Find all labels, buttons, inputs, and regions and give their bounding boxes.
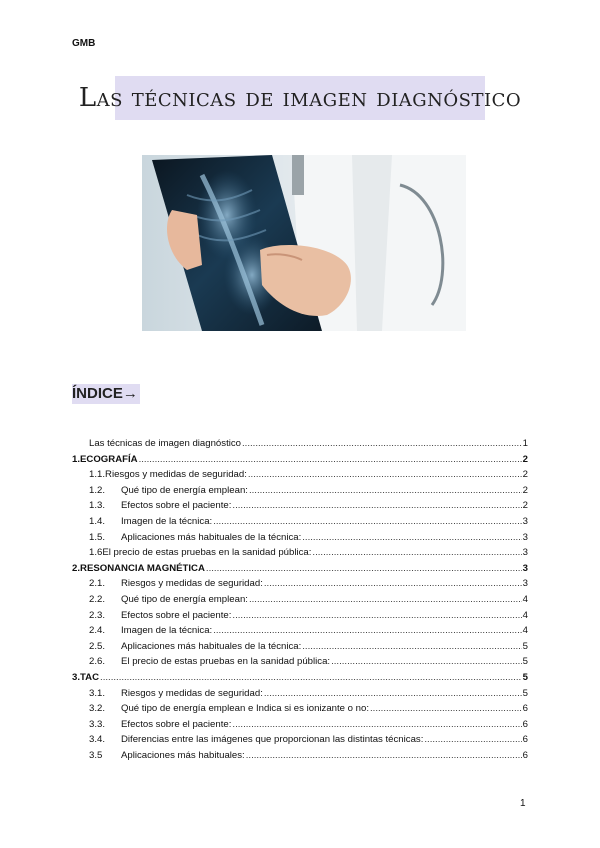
toc-dot-leader — [249, 483, 522, 499]
toc-dot-leader — [232, 717, 521, 733]
toc-entry[interactable] — [72, 639, 528, 655]
toc-entry-label: El precio de estas pruebas en la sanidad pública: — [121, 656, 331, 668]
toc-entry[interactable] — [72, 608, 528, 624]
toc-entry[interactable] — [72, 530, 528, 546]
toc-entry-label: RESONANCIA MAGNÉTICA — [80, 562, 205, 574]
toc-entry-label: Imagen de la técnica: — [121, 625, 213, 637]
toc-entry-label: Riesgos y medidas de seguridad: — [121, 578, 263, 590]
toc-dot-leader — [264, 686, 522, 702]
toc-entry[interactable] — [72, 717, 528, 733]
doctor-holding-xray-image — [142, 155, 466, 331]
toc-entry-page: 4 — [522, 593, 528, 605]
toc-entry[interactable] — [72, 592, 528, 608]
title-highlight — [78, 76, 522, 120]
toc-entry-label: Riesgos y medidas de seguridad: — [121, 687, 263, 699]
page-number: 1 — [520, 798, 526, 809]
toc-entry[interactable] — [72, 483, 528, 499]
toc-entry-number: 3.4. — [89, 734, 106, 746]
toc-entry-number: 1.2. — [89, 484, 106, 496]
toc-entry-page: 3 — [522, 515, 528, 527]
toc-dot-leader — [206, 561, 522, 577]
toc-entry-label: Aplicaciones más habituales de la técnica: — [121, 640, 302, 652]
toc-dot-leader — [302, 639, 521, 655]
toc-dot-leader — [331, 654, 522, 670]
toc-entry-label: Las técnicas de imagen diagnóstico — [89, 438, 241, 449]
toc-entry-number: 2.4. — [89, 625, 106, 637]
toc-entry[interactable] — [72, 654, 528, 670]
toc-entry-number: 1.6 — [89, 547, 103, 559]
xray-photo-illustration — [142, 155, 466, 331]
toc-entry-page: 5 — [522, 687, 528, 699]
toc-entry-label: Efectos sobre el paciente: — [121, 718, 232, 730]
table-of-contents — [72, 436, 528, 763]
toc-dot-leader — [246, 748, 522, 764]
toc-entry[interactable] — [72, 514, 528, 530]
toc-entry-page: 3 — [522, 578, 528, 590]
toc-dot-leader — [264, 576, 522, 592]
toc-entry[interactable] — [72, 436, 528, 452]
toc-dot-leader — [248, 467, 522, 483]
toc-entry-number: 1.5. — [89, 531, 106, 543]
document-title: Las técnicas de imagen diagnóstico — [78, 83, 522, 113]
toc-entry-number: 2. — [72, 562, 81, 574]
toc-entry-page: 3 — [522, 531, 528, 543]
toc-entry-label: Efectos sobre el paciente: — [121, 609, 232, 621]
toc-entry-number: 1.1. — [89, 469, 106, 481]
toc-entry-page: 6 — [522, 734, 528, 746]
toc-dot-leader — [139, 452, 522, 468]
toc-entry-label: Diferencias entre las imágenes que proporcionan las distintas técnicas: — [121, 734, 424, 746]
toc-entry[interactable] — [72, 498, 528, 514]
toc-entry-page: 5 — [522, 671, 528, 683]
toc-entry-label: Efectos sobre el paciente: — [121, 500, 232, 512]
toc-entry-page: 2 — [522, 484, 528, 496]
toc-entry-number: 3.3. — [89, 718, 106, 730]
toc-entry-page: 2 — [522, 500, 528, 512]
toc-entry-number: 1.3. — [89, 500, 106, 512]
toc-dot-leader — [213, 623, 521, 639]
toc-dot-leader — [100, 670, 522, 686]
toc-entry-number: 2.3. — [89, 609, 106, 621]
toc-entry-label: Aplicaciones más habituales de la técnica: — [121, 531, 302, 543]
header-author: GMB — [72, 38, 96, 49]
toc-entry-label: Imagen de la técnica: — [121, 515, 213, 527]
toc-entry-page: 2 — [522, 453, 528, 465]
toc-entry-page: 2 — [522, 469, 528, 481]
toc-entry-number: 3.2. — [89, 703, 106, 715]
toc-entry-page: 6 — [522, 749, 528, 761]
index-heading: ÍNDICE→ — [72, 385, 138, 402]
toc-entry-number: 3. — [72, 671, 81, 683]
toc-entry-page: 6 — [522, 718, 528, 730]
toc-entry-page: 5 — [522, 640, 528, 652]
toc-entry-page: 5 — [522, 656, 528, 668]
toc-entry-label: Qué tipo de energía emplean e Indica si es ionizante o no: — [121, 703, 370, 715]
toc-entry[interactable] — [72, 467, 528, 483]
toc-entry-number: 2.2. — [89, 593, 106, 605]
toc-entry-page: 1 — [522, 438, 528, 449]
toc-entry[interactable] — [72, 670, 528, 686]
toc-entry[interactable] — [72, 732, 528, 748]
toc-entry-label: Riesgos y medidas de seguridad: — [105, 469, 247, 481]
toc-entry-page: 6 — [522, 703, 528, 715]
toc-entry[interactable] — [72, 561, 528, 577]
toc-dot-leader — [424, 732, 521, 748]
toc-dot-leader — [302, 530, 521, 546]
toc-entry-label: ECOGRAFÍA — [80, 453, 138, 465]
toc-entry[interactable] — [72, 748, 528, 764]
toc-dot-leader — [213, 514, 521, 530]
toc-entry-label: El precio de estas pruebas en la sanidad pública: — [102, 547, 312, 559]
toc-entry-number: 3.5 — [89, 749, 103, 761]
toc-entry-label: Aplicaciones más habituales: — [121, 749, 245, 761]
toc-entry-page: 4 — [522, 625, 528, 637]
toc-entry-label: Qué tipo de energía emplean: — [121, 593, 248, 605]
toc-dot-leader — [232, 498, 521, 514]
toc-dot-leader — [249, 592, 522, 608]
toc-entry-number: 2.6. — [89, 656, 106, 668]
toc-entry[interactable] — [72, 452, 528, 468]
toc-entry-page: 3 — [522, 562, 528, 574]
toc-dot-leader — [242, 436, 522, 452]
toc-dot-leader — [312, 545, 521, 561]
toc-entry-number: 3.1. — [89, 687, 106, 699]
toc-entry-number: 2.5. — [89, 640, 106, 652]
toc-entry-label: TAC — [80, 671, 100, 683]
toc-entry[interactable] — [72, 576, 528, 592]
toc-entry-label: Qué tipo de energía emplean: — [121, 484, 248, 496]
toc-entry-number: 1. — [72, 453, 81, 465]
toc-entry[interactable] — [72, 545, 528, 561]
toc-dot-leader — [370, 701, 522, 717]
toc-entry[interactable] — [72, 686, 528, 702]
toc-entry[interactable] — [72, 623, 528, 639]
toc-entry[interactable] — [72, 701, 528, 717]
toc-entry-number: 1.4. — [89, 515, 106, 527]
toc-entry-page: 4 — [522, 609, 528, 621]
toc-entry-page: 3 — [522, 547, 528, 559]
toc-dot-leader — [232, 608, 521, 624]
toc-entry-number: 2.1. — [89, 578, 106, 590]
